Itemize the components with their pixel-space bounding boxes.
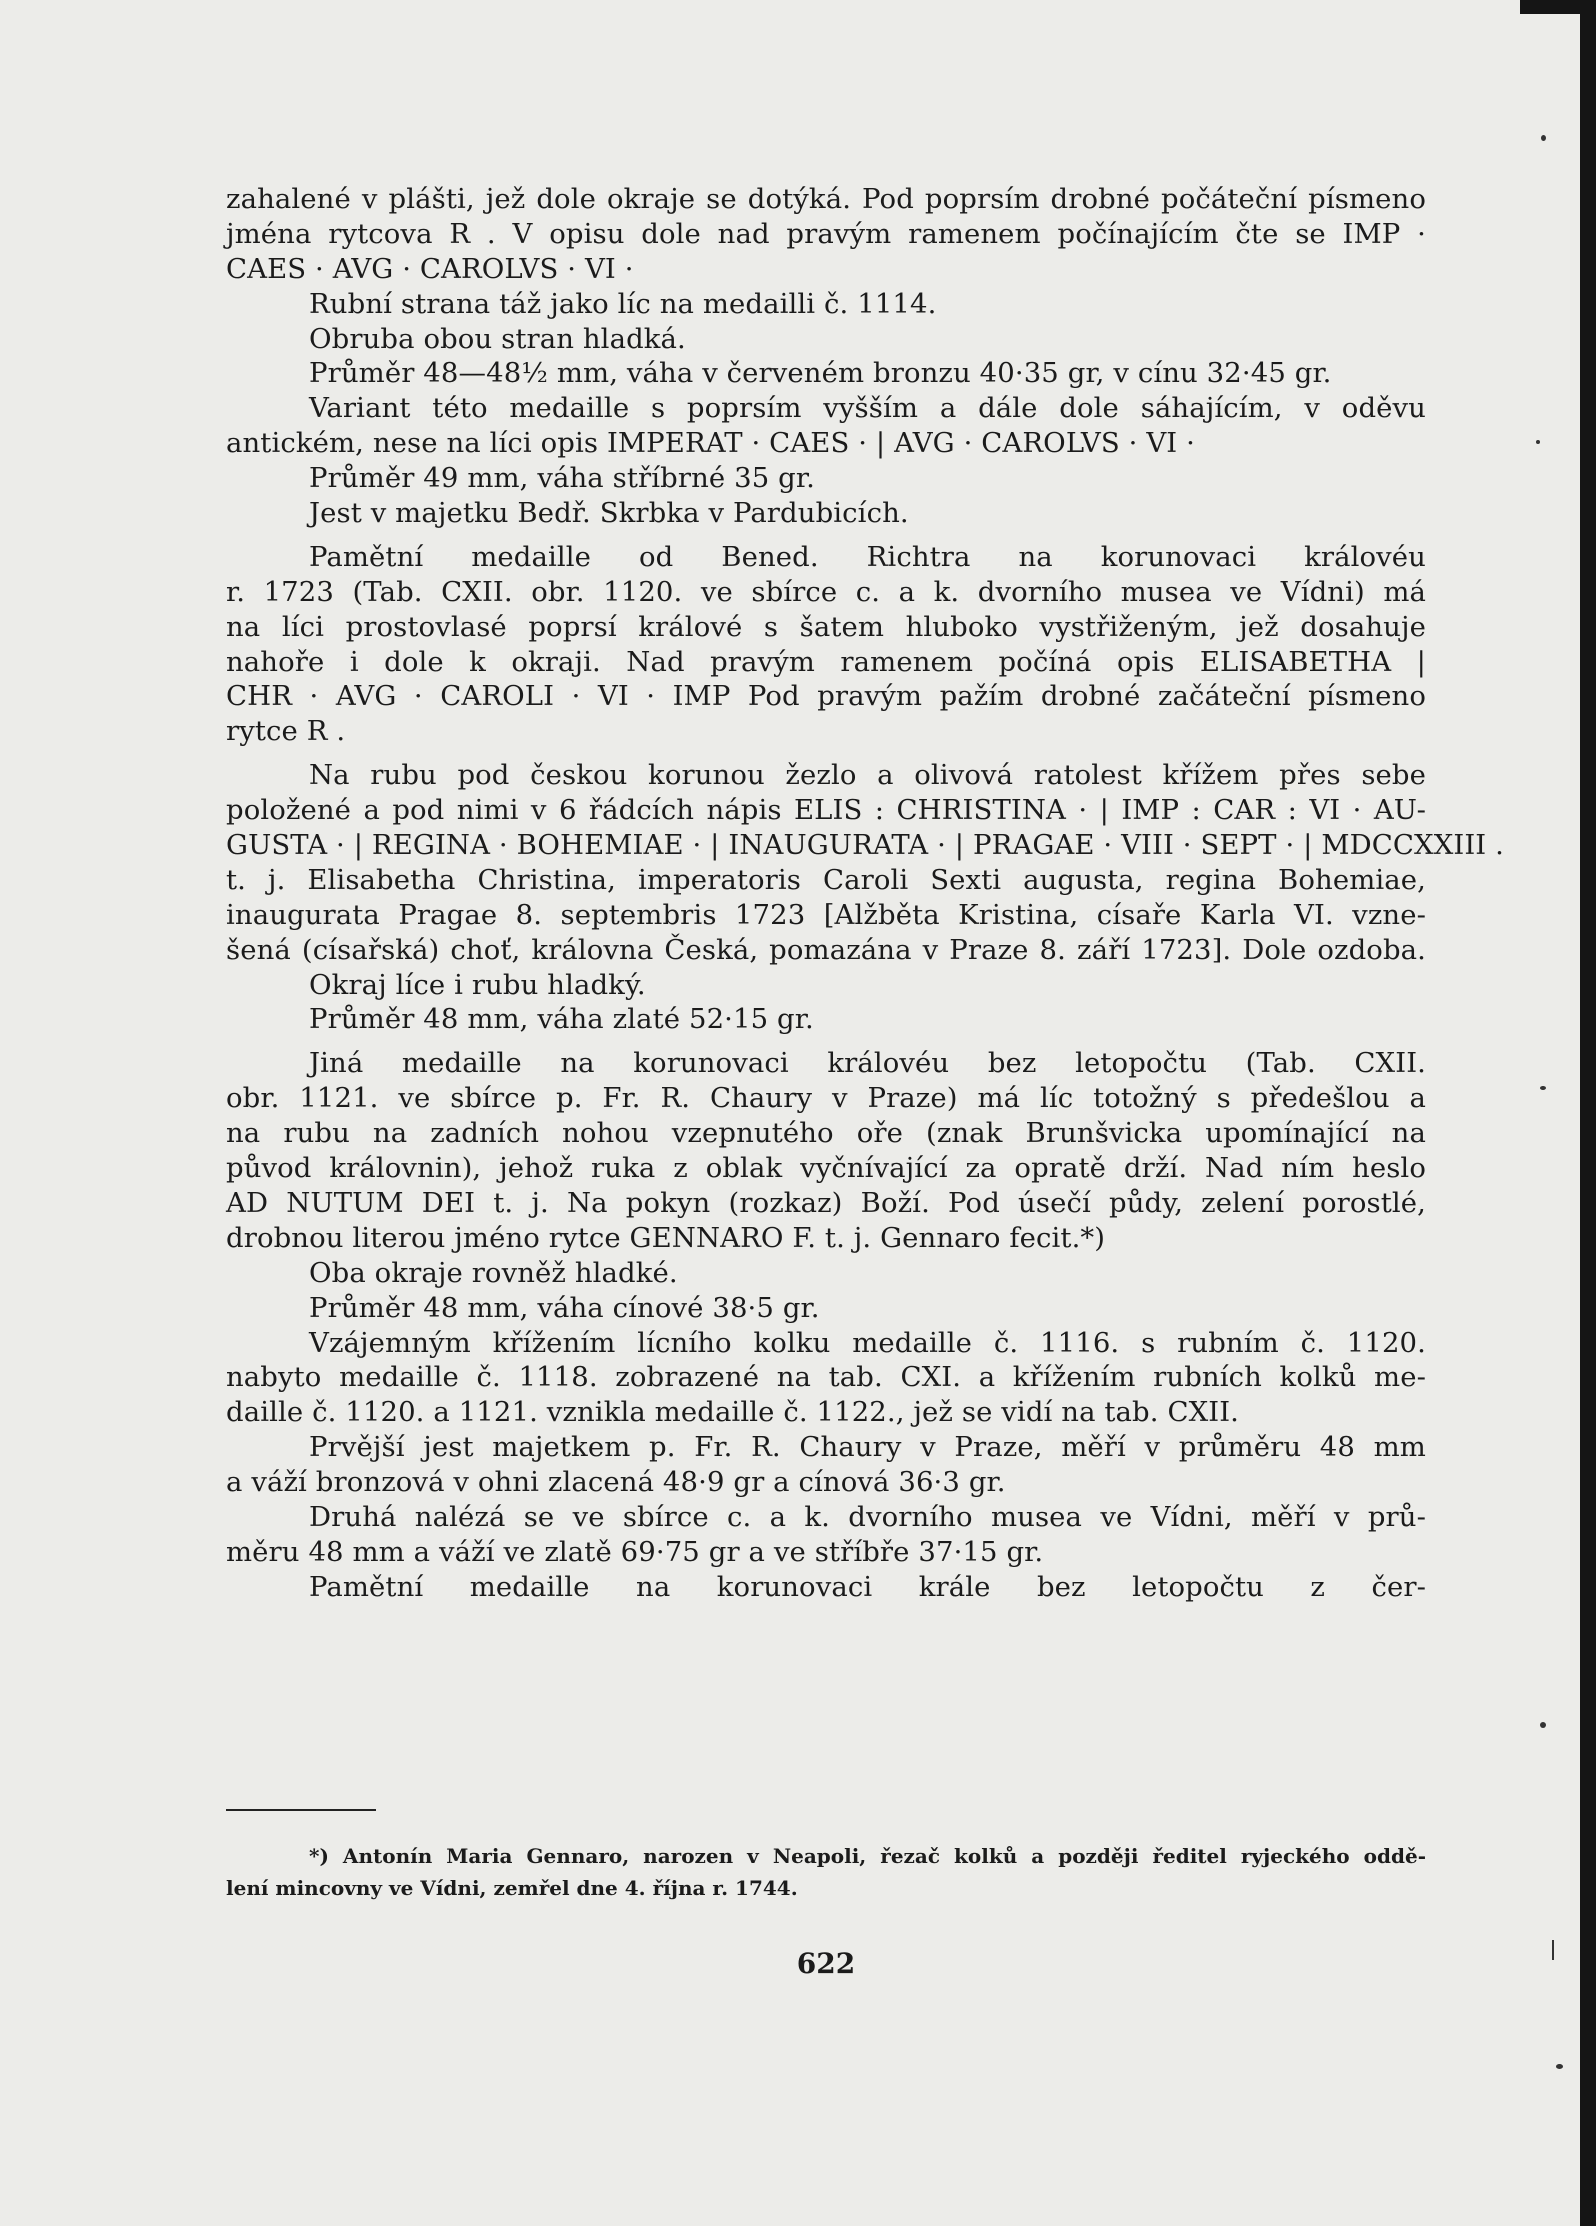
text-line: Průměr 48 mm, váha cínové 38·5 gr. <box>309 1291 820 1324</box>
text-line: CAES · AVG · CAROLVS · VI · <box>226 252 634 285</box>
footnote <box>226 1840 1426 1904</box>
paragraph <box>226 1256 1426 1291</box>
text-line: Na rubu pod českou korunou žezlo a olivová ratolest křížem přes sebe <box>309 759 1426 792</box>
text-line: zahalené v plášti, jež dole okraje se dotýká. Pod poprsím drobné počáteční písmeno <box>226 183 1426 215</box>
text-line: daille č. 1120. a 1121. vznikla medaille č. 1122., jež se vidí na tab. CXII. <box>226 1396 1240 1429</box>
paragraph <box>226 322 1426 357</box>
text-line: GUSTA · | REGINA · BOHEMIAE · | INAUGURATA · | PRAGAE · VIII · SEPT · | MDCCXXIII . <box>226 829 1504 862</box>
text-line: obr. 1121. ve sbírce p. Fr. R. Chaury v Praze) má líc totožný s předešlou a <box>226 1082 1426 1115</box>
footnote-line: *) Antonín Maria Gennaro, narozen v Neapoli, řezač kolků a později ředitel ryjeckého oddě- <box>309 1844 1426 1868</box>
paragraph <box>226 758 1504 967</box>
paragraph <box>226 1326 1426 1431</box>
text-line: na rubu na zadních nohou vzepnutého oře (znak Brunšvicka upomínající na <box>226 1117 1426 1150</box>
paragraph <box>226 496 1426 531</box>
footnote-line: lení mincovny ve Vídni, zemřel dne 4. října r. 1744. <box>226 1876 798 1900</box>
text-line: Variant této medaille s poprsím vyšším a dále dole sáhajícím, v oděvu <box>309 392 1426 425</box>
text-line: Vzájemným křížením lícního kolku medaille č. 1116. s rubním č. 1120. <box>309 1326 1426 1359</box>
text-line: Jiná medaille na korunovaci královéu bez letopočtu (Tab. CXII. <box>309 1047 1426 1080</box>
text-line: položené a pod nimi v 6 řádcích nápis ELIS : CHRISTINA · | IMP : CAR : VI · AU- <box>226 794 1426 827</box>
paragraph <box>226 540 1426 749</box>
scan-speck <box>1540 1722 1546 1728</box>
text-line: měru 48 mm a váží ve zlatě 69·75 gr a ve stříbře 37·15 gr. <box>226 1535 1044 1568</box>
text-line: Průměr 49 mm, váha stříbrné 35 gr. <box>309 462 815 495</box>
text-line: rytce R . <box>226 715 346 748</box>
text-line: a váží bronzová v ohni zlacená 48·9 gr a cínová 36·3 gr. <box>226 1466 1006 1499</box>
text-line: Průměr 48—48½ mm, váha v červeném bronzu 40·35 gr, v cínu 32·45 gr. <box>309 357 1332 390</box>
scan-speck <box>1536 440 1540 444</box>
text-line: Průměr 48 mm, váha zlaté 52·15 gr. <box>309 1003 814 1036</box>
paragraph <box>226 1500 1426 1570</box>
scan-speck <box>1556 2064 1563 2069</box>
text-line: jména rytcova R . V opisu dole nad pravým ramenem počínajícím čte se IMP · <box>226 217 1426 250</box>
scan-speck <box>1540 1086 1546 1090</box>
paragraph <box>226 356 1426 391</box>
paragraph <box>226 1430 1426 1500</box>
scan-speck <box>1541 135 1546 141</box>
text-line: původ královnin), jehož ruka z oblak vyčnívající za opratě drží. Nad ním heslo <box>226 1152 1426 1185</box>
text-line: Okraj líce i rubu hladký. <box>309 968 646 1001</box>
text-line: CHR · AVG · CAROLI · VI · IMP Pod pravým pažím drobné začáteční písmeno <box>226 680 1426 713</box>
paragraph <box>226 1002 1426 1037</box>
page-number: 622 <box>796 1947 856 1980</box>
text-line: inaugurata Pragae 8. septembris 1723 [Alžběta Kristina, císaře Karla VI. vzne- <box>226 898 1426 931</box>
text-line: Jest v majetku Bedř. Skrbka v Pardubicích. <box>309 497 909 530</box>
text-line: nahoře i dole k okraji. Nad pravým ramenem počíná opis ELISABETHA | <box>226 645 1426 678</box>
text-line: Oba okraje rovněž hladké. <box>309 1256 678 1289</box>
text-line: šená (císařská) choť, královna Česká, pomazána v Praze 8. září 1723]. Dole ozdoba. <box>226 933 1426 966</box>
paragraph <box>226 1570 1426 1605</box>
text-line: Rubní strana táž jako líc na medailli č. 1114. <box>309 287 937 320</box>
text-line: antickém, nese na líci opis IMPERAT · CAES · | AVG · CAROLVS · VI · <box>226 427 1195 460</box>
body-text <box>226 182 1504 1605</box>
text-line: Pamětní medaille od Bened. Richtra na korunovaci královéu <box>309 540 1426 573</box>
text-line: t. j. Elisabetha Christina, imperatoris Caroli Sexti augusta, regina Bohemiae, <box>226 863 1426 896</box>
paragraph <box>226 1291 1426 1326</box>
text-line: drobnou literou jméno rytce GENNARO F. t. j. Gennaro fecit.*) <box>226 1221 1106 1254</box>
paragraph <box>226 287 1426 322</box>
scan-edge-right <box>1580 0 1596 2226</box>
paragraph <box>226 461 1426 496</box>
paragraph <box>226 182 1426 287</box>
text-line: Obruba obou stran hladká. <box>309 322 686 355</box>
text-line: Druhá nalézá se ve sbírce c. a k. dvorního musea ve Vídni, měří v prů- <box>309 1500 1426 1533</box>
text-line: na líci prostovlasé poprsí králové s šatem hluboko vystřiženým, jež dosahuje <box>226 610 1426 643</box>
scan-edge-top <box>1520 0 1580 14</box>
text-line: r. 1723 (Tab. CXII. obr. 1120. ve sbírce c. a k. dvorního musea ve Vídni) má <box>226 575 1426 608</box>
text-line: Prvější jest majetkem p. Fr. R. Chaury v Praze, měří v průměru 48 mm <box>309 1431 1426 1464</box>
paragraph <box>226 391 1426 461</box>
paragraph <box>226 1046 1426 1255</box>
paragraph <box>226 968 1426 1003</box>
text-line: nabyto medaille č. 1118. zobrazené na tab. CXI. a křížením rubních kolků me- <box>226 1361 1426 1394</box>
text-line: AD NUTUM DEI t. j. Na pokyn (rozkaz) Boží. Pod úsečí půdy, zelení porostlé, <box>226 1186 1426 1219</box>
footnote-rule <box>226 1809 376 1811</box>
text-line: Pamětní medaille na korunovaci krále bez letopočtu z čer- <box>309 1570 1426 1603</box>
